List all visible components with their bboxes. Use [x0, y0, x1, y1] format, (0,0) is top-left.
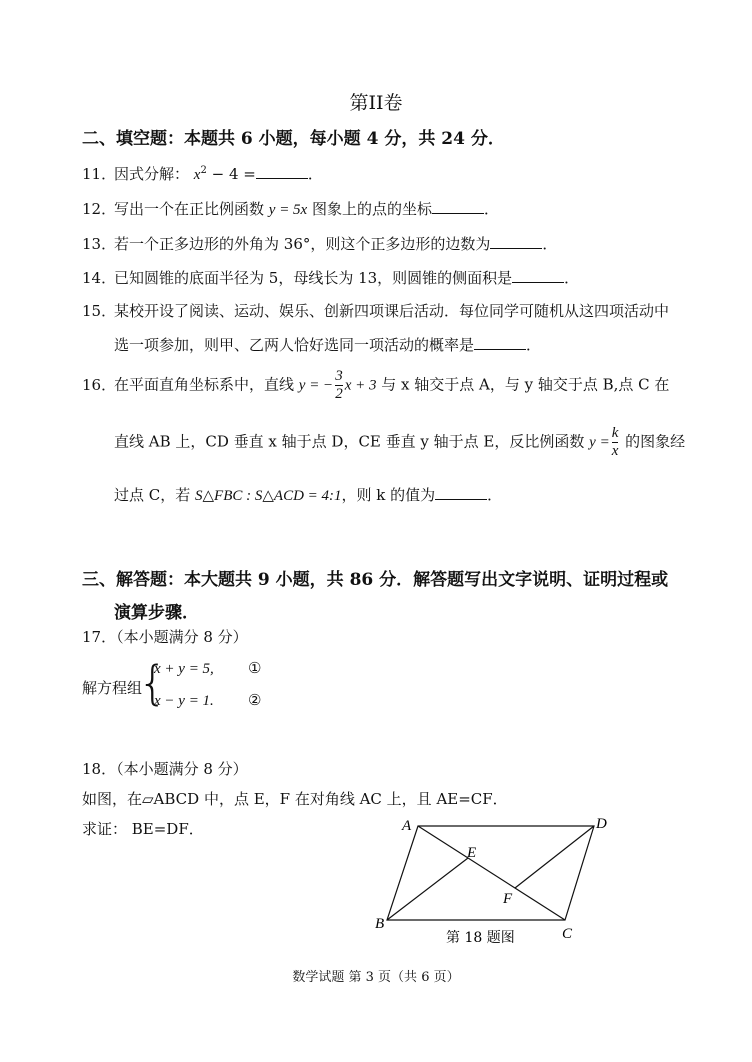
equation-2-text: x − y = 1. — [154, 693, 214, 709]
diagonal-ac — [418, 826, 565, 920]
question-number: 13． — [82, 235, 117, 253]
section-title: 第II卷 — [349, 92, 403, 114]
question-number: 14． — [82, 269, 117, 287]
q12-text-b: 图象上的点的坐标 — [307, 200, 432, 218]
q16-l1-c: 与 x 轴交于点 A，与 y 轴交于点 B,点 C 在 — [376, 375, 670, 394]
question-18-prove: 求证： BE=DF． — [82, 820, 204, 838]
segment-be — [387, 858, 468, 920]
point-label-c: C — [562, 926, 573, 942]
question-number: 15． — [82, 302, 117, 320]
answer-blank[interactable] — [256, 166, 308, 179]
question-11 — [82, 163, 323, 184]
equation-2 — [154, 691, 214, 710]
part3-heading-cont: 演算步骤． — [114, 603, 199, 623]
page-footer: 数学试题 第 3 页（共 6 页） — [292, 970, 460, 985]
equation-1 — [154, 659, 214, 678]
question-15-line2 — [114, 334, 541, 355]
question-16 — [82, 368, 669, 403]
q11-prefix: 因式分解： — [114, 165, 190, 183]
q16-l1-a: 在平面直角坐标系中，直线 — [114, 375, 299, 394]
fraction-numerator: 3 — [335, 368, 343, 384]
figure-caption: 第 18 题图 — [446, 930, 515, 946]
q14-text: 已知圆锥的底面半径为 5，母线长为 13，则圆锥的侧面积是 — [114, 269, 513, 287]
q16-line-expression: y = − — [298, 377, 334, 394]
fraction-denominator: x — [611, 443, 619, 459]
fraction-numerator: k — [611, 425, 619, 441]
fraction-denominator: 2 — [335, 386, 343, 402]
point-label-b: B — [375, 916, 385, 932]
equation-2-mark: ② — [248, 691, 262, 709]
q12-suffix: ． — [484, 200, 500, 218]
q11-expression-rest: − 4 = — [206, 165, 256, 183]
point-label-e: E — [467, 845, 477, 861]
point-label-d: D — [596, 816, 607, 832]
q12-text-a: 写出一个在正比例函数 — [114, 200, 269, 218]
q16-area-ratio: S△FBC : S△ACD = 4:1 — [195, 488, 342, 504]
q11-exponent: 2 — [200, 165, 207, 176]
parallelogram-figure — [370, 812, 620, 947]
answer-blank[interactable] — [512, 270, 564, 283]
q13-text: 若一个正多边形的外角为 36°，则这个正多边形的边数为 — [114, 235, 491, 253]
question-17-header: 17．（本小题满分 8 分） — [82, 628, 248, 646]
question-18-statement: 如图，在▱ABCD 中，点 E，F 在对角线 AC 上，且 AE=CF． — [82, 790, 508, 808]
equation-system-label: 解方程组 — [82, 679, 143, 697]
part2-heading: 二、填空题：本题共 6 小题，每小题 4 分，共 24 分． — [82, 129, 505, 149]
part3-heading: 三、解答题：本大题共 9 小题，共 86 分．解答题写出文字说明、证明过程或 — [82, 570, 669, 590]
question-16-line3 — [114, 484, 502, 505]
fraction-k-over-x — [612, 425, 619, 460]
left-brace-icon: { — [138, 656, 168, 710]
answer-blank[interactable] — [435, 487, 487, 500]
q16-suffix: ． — [487, 486, 503, 504]
q15-line2: 选一项参加，则甲、乙两人恰好选同一项活动的概率是 — [114, 336, 475, 354]
q16-l3-a: 过点 C，若 — [114, 486, 196, 504]
q16-inverse-expression: y = — [589, 434, 610, 451]
answer-blank[interactable] — [474, 337, 526, 350]
q11-suffix: ． — [307, 165, 323, 183]
question-number: 12． — [82, 200, 117, 218]
point-label-a: A — [402, 818, 412, 834]
q16-l3-b: ，则 k 的值为 — [341, 486, 436, 504]
segment-df — [515, 826, 594, 888]
fraction-three-halves — [335, 368, 343, 403]
question-13 — [82, 233, 557, 254]
question-12 — [82, 198, 499, 219]
question-number: 16． — [82, 375, 117, 394]
question-16-line2 — [114, 425, 685, 460]
q14-suffix: ． — [564, 269, 580, 287]
equation-1-mark: ① — [248, 659, 262, 677]
question-14 — [82, 267, 579, 288]
q16-l2-b: 的图象经 — [620, 432, 686, 451]
equation-1-text: x + y = 5, — [154, 661, 214, 677]
q15-suffix: ． — [526, 336, 542, 354]
answer-blank[interactable] — [432, 201, 484, 214]
point-label-f: F — [503, 891, 513, 907]
answer-blank[interactable] — [490, 236, 542, 249]
q11-variable: x — [193, 167, 201, 183]
q13-suffix: ． — [542, 235, 558, 253]
q12-expression: y = 5x — [268, 202, 308, 218]
question-18-header: 18．（本小题满分 8 分） — [82, 760, 248, 778]
q16-line-expression-tail: x + 3 — [344, 377, 377, 394]
question-number: 11． — [82, 165, 117, 183]
question-15 — [82, 300, 669, 321]
q15-line1: 某校开设了阅读、运动、娱乐、创新四项课后活动．每位同学可随机从这四项活动中 — [114, 302, 670, 320]
q16-l2-a: 直线 AB 上，CD 垂直 x 轴于点 D，CE 垂直 y 轴于点 E，反比例函数 — [114, 432, 590, 451]
